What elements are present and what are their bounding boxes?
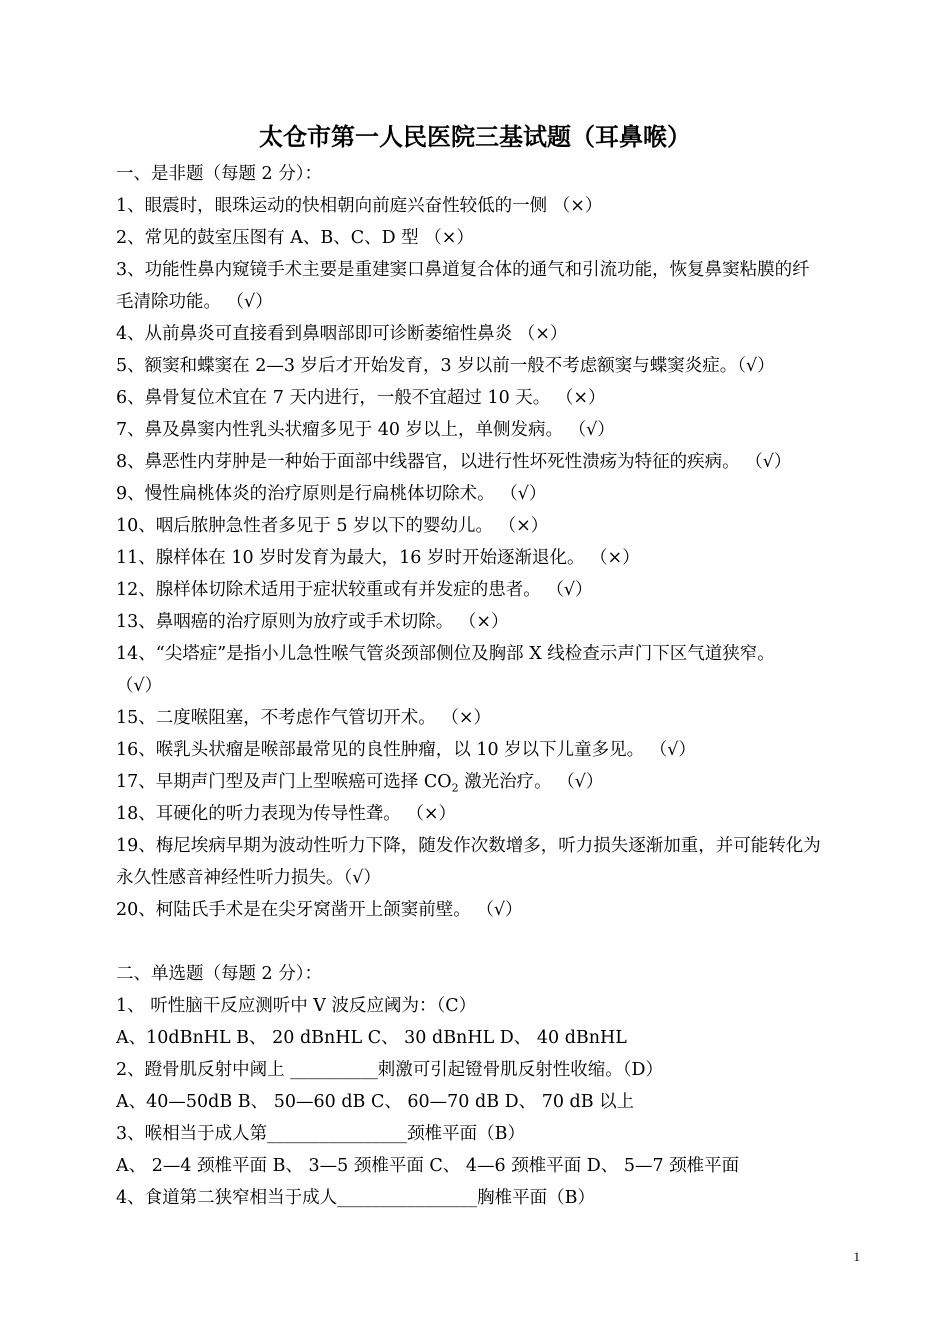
question-line: 11、腺样体在 10 岁时发育为最大，16 岁时开始逐渐退化。 （×） [116, 548, 640, 568]
section-heading: 二、单选题（每题 2 分）： [116, 964, 323, 984]
document-title: 太仓市第一人民医院三基试题（耳鼻喉） [259, 123, 691, 151]
question-text: 激光治疗。 （√） [458, 772, 604, 792]
page-number: 1 [853, 1249, 860, 1264]
question-line: 7、鼻及鼻窦内性乳头状瘤多见于 40 岁以上，单侧发病。 （√） [116, 420, 615, 440]
question-line: 永久性感音神经性听力损失。（√） [116, 868, 381, 888]
blank-line [116, 926, 868, 958]
document-body [116, 158, 868, 1214]
question-line: 18、耳硬化的听力表现为传导性聋。 （×） [116, 804, 456, 824]
section-heading: 一、是非题（每题 2 分）： [116, 164, 323, 184]
question-line: 9、慢性扁桃体炎的治疗原则是行扁桃体切除术。 （√） [116, 484, 547, 504]
question-line: 2、常见的鼓室压图有 A、B、C、D 型 （×） [116, 228, 474, 248]
options-line: A、40—50dB B、 50—60 dB C、 60—70 dB D、 70 dB 以上 [116, 1092, 635, 1112]
question-line: 16、喉乳头状瘤是喉部最常见的良性肿瘤，以 10 岁以下儿童多见。 （√） [116, 740, 696, 760]
question-line: 8、鼻恶性内芽肿是一种始于面部中线器官，以进行性坏死性溃疡为特征的疾病。 （√） [116, 452, 792, 472]
question-line: 20、柯陆氏手术是在尖牙窝凿开上颌窦前壁。 （√） [116, 900, 523, 920]
question-line: 19、梅尼埃病早期为波动性听力下降，随发作次数增多，听力损失逐渐加重，并可能转化为 [116, 836, 821, 856]
question-line: （√） [116, 676, 163, 696]
options-line: A、 2—4 颈椎平面 B、 3—5 颈椎平面 C、 4—6 颈椎平面 D、 5—7 颈椎平面 [116, 1156, 740, 1176]
question-line: 2、蹬骨肌反射中阈上 __________刺激可引起镫骨肌反射性收缩。（D） [116, 1060, 663, 1080]
question-line: 1、 听性脑干反应测听中 V 波反应阈为：（C） [116, 996, 477, 1016]
question-text: 17、早期声门型及声门上型喉癌可选择 CO [116, 772, 452, 792]
question-line: 3、喉相当于成人第________________颈椎平面（B） [116, 1124, 525, 1144]
question-line: 1、眼震时，眼珠运动的快相朝向前庭兴奋性较低的一侧 （×） [116, 196, 603, 216]
question-line: 15、二度喉阻塞，不考虑作气管切开术。 （×） [116, 708, 491, 728]
question-line: 14、“尖塔症”是指小儿急性喉气管炎颈部侧位及胸部 X 线检查示声门下区气道狭窄。 [116, 644, 775, 664]
question-line [116, 766, 868, 798]
question-line: 4、从前鼻炎可直接看到鼻咽部即可诊断萎缩性鼻炎 （×） [116, 324, 568, 344]
options-line: A、10dBnHL B、 20 dBnHL C、 30 dBnHL D、 40 dBnHL [116, 1028, 627, 1048]
question-line: 10、咽后脓肿急性者多见于 5 岁以下的婴幼儿。 （×） [116, 516, 549, 536]
question-line: 12、腺样体切除术适用于症状较重或有并发症的患者。 （√） [116, 580, 593, 600]
question-line: 5、额窦和蝶窦在 2—3 岁后才开始发育，3 岁以前一般不考虑额窦与蝶窦炎症。（√） [116, 356, 775, 376]
question-line: 4、食道第二狭窄相当于成人________________胸椎平面（B） [116, 1188, 595, 1208]
question-line: 6、鼻骨复位术宜在 7 天内进行，一般不宜超过 10 天。 （×） [116, 388, 606, 408]
subscript-text: 2 [451, 781, 459, 795]
question-line: 3、功能性鼻内窥镜手术主要是重建窦口鼻道复合体的通气和引流功能，恢复鼻窦粘膜的纤 [116, 260, 810, 280]
question-line: 13、鼻咽癌的治疗原则为放疗或手术切除。 （×） [116, 612, 509, 632]
question-line: 毛清除功能。 （√） [116, 292, 273, 312]
